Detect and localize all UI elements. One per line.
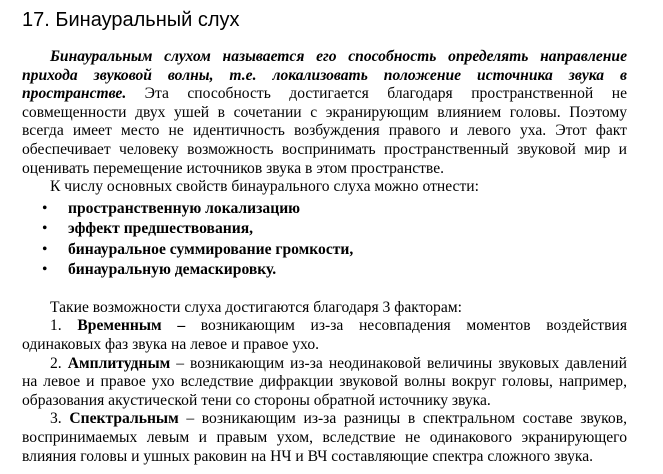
intro-rest-text: Эта способность достигается благодаря пространственной не совмещенности двух ушей в сочетании с экранирующим влиянием головы. Поэтому всегда имеет место не идентичность возбуждения правого и левого уха. Этот факт обеспечивает человеку возможность воспринимать пространственный звуковой мир и оценивать перемещение источников звука в этом пространстве.	[22, 85, 627, 177]
intro-paragraph	[22, 48, 627, 178]
factors-intro: Такие возможности слуха достигаются благодаря 3 факторам:	[50, 298, 462, 316]
definition-text: Бинауральным слухом называется его способность определять направление прихода звуковой волны, т.е. локализовать положение источника звука в пространстве.	[22, 48, 627, 103]
list-item	[22, 199, 627, 220]
properties-list	[22, 199, 627, 281]
bullet-icon: •	[42, 240, 48, 258]
factor-name: Амплитудным	[67, 354, 171, 372]
factor-number: 1.	[50, 317, 62, 335]
section-title: 17. Бинауральный слух	[22, 9, 240, 31]
list-item-text: пространственную локализацию	[68, 199, 301, 217]
factor-paragraph	[22, 355, 627, 411]
bullet-icon: •	[42, 220, 48, 238]
list-item	[22, 240, 627, 261]
factor-paragraph	[22, 317, 627, 354]
factor-name: Временным –	[77, 317, 186, 335]
factor-name: Спектральным	[69, 410, 179, 428]
factor-number: 2.	[50, 354, 62, 372]
factor-text: возникающим из-за несовпадения моментов воздействия одинаковых фаз звука на левое и правое ухо.	[22, 317, 628, 353]
bullet-icon: •	[42, 261, 48, 279]
factor-number: 3.	[50, 410, 62, 428]
list-item-text: бинауральное суммирование громкости,	[68, 240, 354, 258]
spacer	[22, 281, 627, 299]
list-item	[22, 219, 627, 240]
factor-text: – возникающим из-за неодинаковой величины звуковых давлений на левое и правое ухо вследствие дифракции звуковой волны вокруг головы, например, образования акустической тени со стороны обратной источнику звука.	[22, 354, 627, 409]
factor-text: – возникающим из-за разницы в спектральном составе звуков, воспринимаемых левым и правым ухом, вследствие не одинакового экранирующего влияния головы и ушных раковин на НЧ и ВЧ составляющие спектра сложного звука.	[22, 410, 627, 465]
list-item-text: бинауральную демаскировку.	[68, 261, 277, 279]
bullet-icon: •	[42, 199, 48, 217]
document-body	[22, 48, 627, 466]
factor-paragraph	[22, 410, 627, 466]
properties-intro: К числу основных свойств бинаурального слуха можно отнести:	[50, 178, 479, 196]
list-item-text: эффект предшествования,	[68, 220, 254, 238]
list-item	[22, 260, 627, 281]
